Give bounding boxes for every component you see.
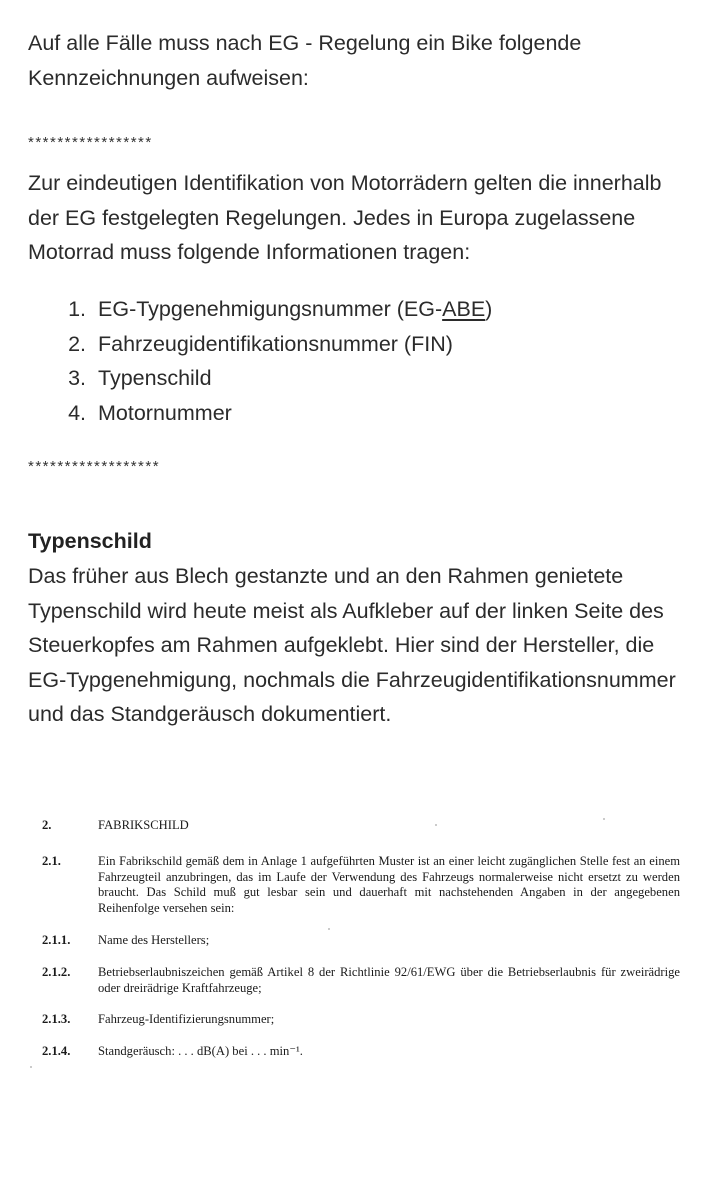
intro-paragraph: Auf alle Fälle muss nach EG - Regelung ein Bike folgende Kennzeichnungen aufweisen: — [28, 31, 582, 90]
scan-speck — [603, 818, 605, 820]
list-item-number: 4. — [68, 400, 86, 425]
doc-section-text: Standgeräusch: . . . dB(A) bei . . . min⁻¹. — [98, 1044, 303, 1058]
identification-paragraph: Zur eindeutigen Identifikation von Motorrädern gelten die innerhalb der EG festgelegten Regelungen. Jedes in Europa zugelassene Motorrad muss folgende Informationen tragen: — [28, 171, 662, 264]
list-item-text — [98, 292, 492, 327]
typenschild-paragraph: Das früher aus Blech gestanzte und an den Rahmen genietete Typenschild wird heute meist als Aufkleber auf der linken Seite des Steuerkopfes am Rahmen aufgeklebt. Hier sind der Hersteller, die EG-Typgenehmigung, nochmals die Fahrzeugidentifikationsnummer und das Standgeräusch dokumentiert. — [28, 564, 676, 726]
doc-section-text: Ein Fabrikschild gemäß dem in Anlage 1 aufgeführten Muster ist an einer leicht zugänglichen Stelle fest an einem Fahrzeugteil anzubringen, das im Laufe der Verwendung des Fahrzeugs normalerweise nicht ersetzt zu werden braucht. Das Schild muß gut lesbar sein und dauerhaft mit nachstehenden Angaben in der angegebenen Reihenfolge versehen sein: — [98, 854, 680, 915]
separator-stars: ****************** — [28, 458, 161, 475]
doc-section-text: Fahrzeug-Identifizierungsnummer; — [98, 1012, 275, 1026]
section-heading: Typenschild — [28, 529, 152, 553]
list-item-number: 3. — [68, 366, 86, 390]
doc-section-number: 2.1.1. — [42, 933, 71, 947]
list-item — [28, 396, 492, 431]
abbr-link[interactable]: ABE — [442, 297, 486, 321]
separator-stars: ***************** — [28, 134, 153, 151]
list-item-suffix: ) — [485, 297, 493, 321]
list-item-number: 1. — [68, 297, 86, 321]
list-item — [28, 361, 492, 396]
list-item — [28, 292, 492, 327]
doc-section-number: 2.1. — [42, 854, 61, 868]
required-info-list — [28, 292, 492, 430]
list-item-text: Fahrzeugidentifikationsnummer (FIN) — [98, 331, 453, 356]
doc-section-number: 2.1.4. — [42, 1044, 71, 1058]
doc-section-title: FABRIKSCHILD — [98, 818, 189, 832]
list-item-number: 2. — [68, 331, 86, 356]
scan-speck — [435, 824, 437, 826]
doc-section-text: Name des Herstellers; — [98, 933, 210, 947]
list-item-text: Typenschild — [98, 366, 212, 390]
scan-speck — [30, 1066, 32, 1068]
scanned-document-image — [28, 808, 692, 1078]
doc-section-number: 2.1.2. — [42, 965, 71, 979]
list-item-text: Motornummer — [98, 400, 232, 425]
doc-section-number: 2. — [42, 818, 52, 832]
list-item-prefix: EG-Typgenehmigungsnummer (EG- — [98, 297, 443, 321]
scan-speck — [328, 928, 330, 930]
doc-section-number: 2.1.3. — [42, 1012, 71, 1026]
list-item — [28, 327, 492, 362]
doc-section-text: Betriebserlaubniszeichen gemäß Artikel 8 der Richtlinie 92/61/EWG über die Betriebserlaubnis für zweirädrige oder dreirädrige Kraftfahrzeuge; — [98, 965, 680, 995]
